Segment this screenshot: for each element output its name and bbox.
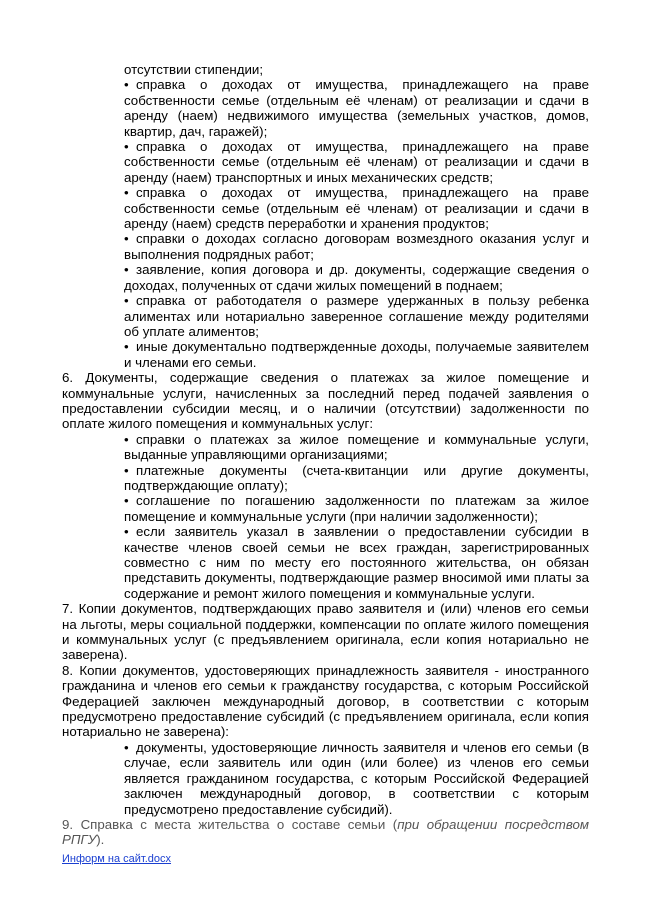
list-item: • справка о доходах от имущества, принадлежащего на праве собственности семье (отдельным её членам) от реализации и сдачи в аренду (наем) транспортных и иных механических средств; xyxy=(124,139,589,185)
bullet-icon: • xyxy=(124,77,129,93)
list-item: • соглашение по погашению задолженности по платежам за жилое помещение и коммунальные услуги (при наличии задолженности); xyxy=(124,493,589,524)
list-item: • заявление, копия договора и др. документы, содержащие сведения о доходах, полученных от сдачи жилых помещений в поднаем; xyxy=(124,262,589,293)
list-item: • иные документально подтвержденные доходы, получаемые заявителем и членами его семьи. xyxy=(124,339,589,370)
list-item: • документы, удостоверяющие личность заявителя и членов его семьи (в случае, если заявитель или один (или более) из членов его семьи является гражданином государства, с которым Российской Федерацией заключен международный договор, в соответствии с которым предусмотрено предоставление субсидий). xyxy=(124,739,589,817)
item-6-text: 6. Документы, содержащие сведения о платежах за жилое помещение и коммунальные услуги, начисленных за последний перед подачей заявления о предоставлении субсидии месяц, и о наличии (отсутствии) задолженности по оплате жилого помещения и коммунальных услуг: xyxy=(62,370,589,432)
list-item: • справки о платежах за жилое помещение и коммунальные услуги, выданные управляющими организациями; xyxy=(124,431,589,463)
bullet-icon: • xyxy=(124,293,129,309)
item-7-text: 7. Копии документов, подтверждающих право заявителя и (или) членов его семьи на льготы, меры социальной поддержки, компенсации по оплате жилого помещения и коммунальных услуг (с предъявлением оригинала, если копия нотариально не заверена). xyxy=(62,601,589,663)
item-8-text: 8. Копии документов, удостоверяющих принадлежность заявителя - иностранного гражданина и членов его семьи к гражданству государства, с которым Российской Федерацией заключен международный договор, в соответствии с которым предусмотрено предоставление субсидий (с предъявлением оригинала, если копия нотариально не заверена): xyxy=(62,662,589,740)
list-item: • справка о доходах от имущества, принадлежащего на праве собственности семье (отдельным её членам) от реализации и сдачи в аренду (наем) средств переработки и хранения продуктов; xyxy=(124,185,589,232)
list-item: • справка от работодателя о размере удержанных в пользу ребенка алиментах или нотариально заверенное соглашение между родителями об уплате алиментов; xyxy=(124,293,589,339)
bullet-icon: • xyxy=(124,231,129,247)
bullet-icon: • xyxy=(124,262,129,278)
bullet-icon: • xyxy=(124,462,129,478)
continuation-text: отсутствии стипендии; xyxy=(124,62,264,77)
list-item: • справки о доходах согласно договорам возмездного оказания услуг и выполнения подрядных работ; xyxy=(124,231,589,262)
footer-file-link[interactable]: Информ на сайт.docx xyxy=(62,853,172,865)
bullet-icon: • xyxy=(124,139,129,155)
bullet-icon: • xyxy=(124,339,129,355)
bullet-icon: • xyxy=(124,739,129,755)
bullet-icon: • xyxy=(124,431,129,447)
identity-bullet-list xyxy=(62,740,589,817)
item-9-italic: при обращении посредством РПГУ xyxy=(62,816,590,848)
bullet-icon: • xyxy=(124,493,129,509)
list-item: • если заявитель указал в заявлении о предоставлении субсидии в качестве членов своей семьи не всех граждан, зарегистрированных совместно с ним по месту его постоянного жительства, он обязан представить документы, подтверждающие размер вносимой ими платы за содержание и ремонт жилого помещения и коммунальные услуги. xyxy=(124,524,589,601)
income-bullet-list xyxy=(62,77,589,370)
document-page xyxy=(62,62,589,848)
payments-bullet-list xyxy=(62,432,589,601)
item-9-text: 9. Справка с места жительства о составе семьи (при обращении посредством РПГУ). xyxy=(62,816,590,848)
bullet-icon: • xyxy=(124,185,129,201)
list-item: • справка о доходах от имущества, принадлежащего на праве собственности семье (отдельным её членам) от реализации и сдачи в аренду (наем) недвижимого имущества (земельных участков, домов, квартир, дач, гаражей); xyxy=(124,77,589,139)
bullet-icon: • xyxy=(124,524,129,540)
list-item: • платежные документы (счета-квитанции или другие документы, подтверждающие оплату); xyxy=(124,462,589,493)
